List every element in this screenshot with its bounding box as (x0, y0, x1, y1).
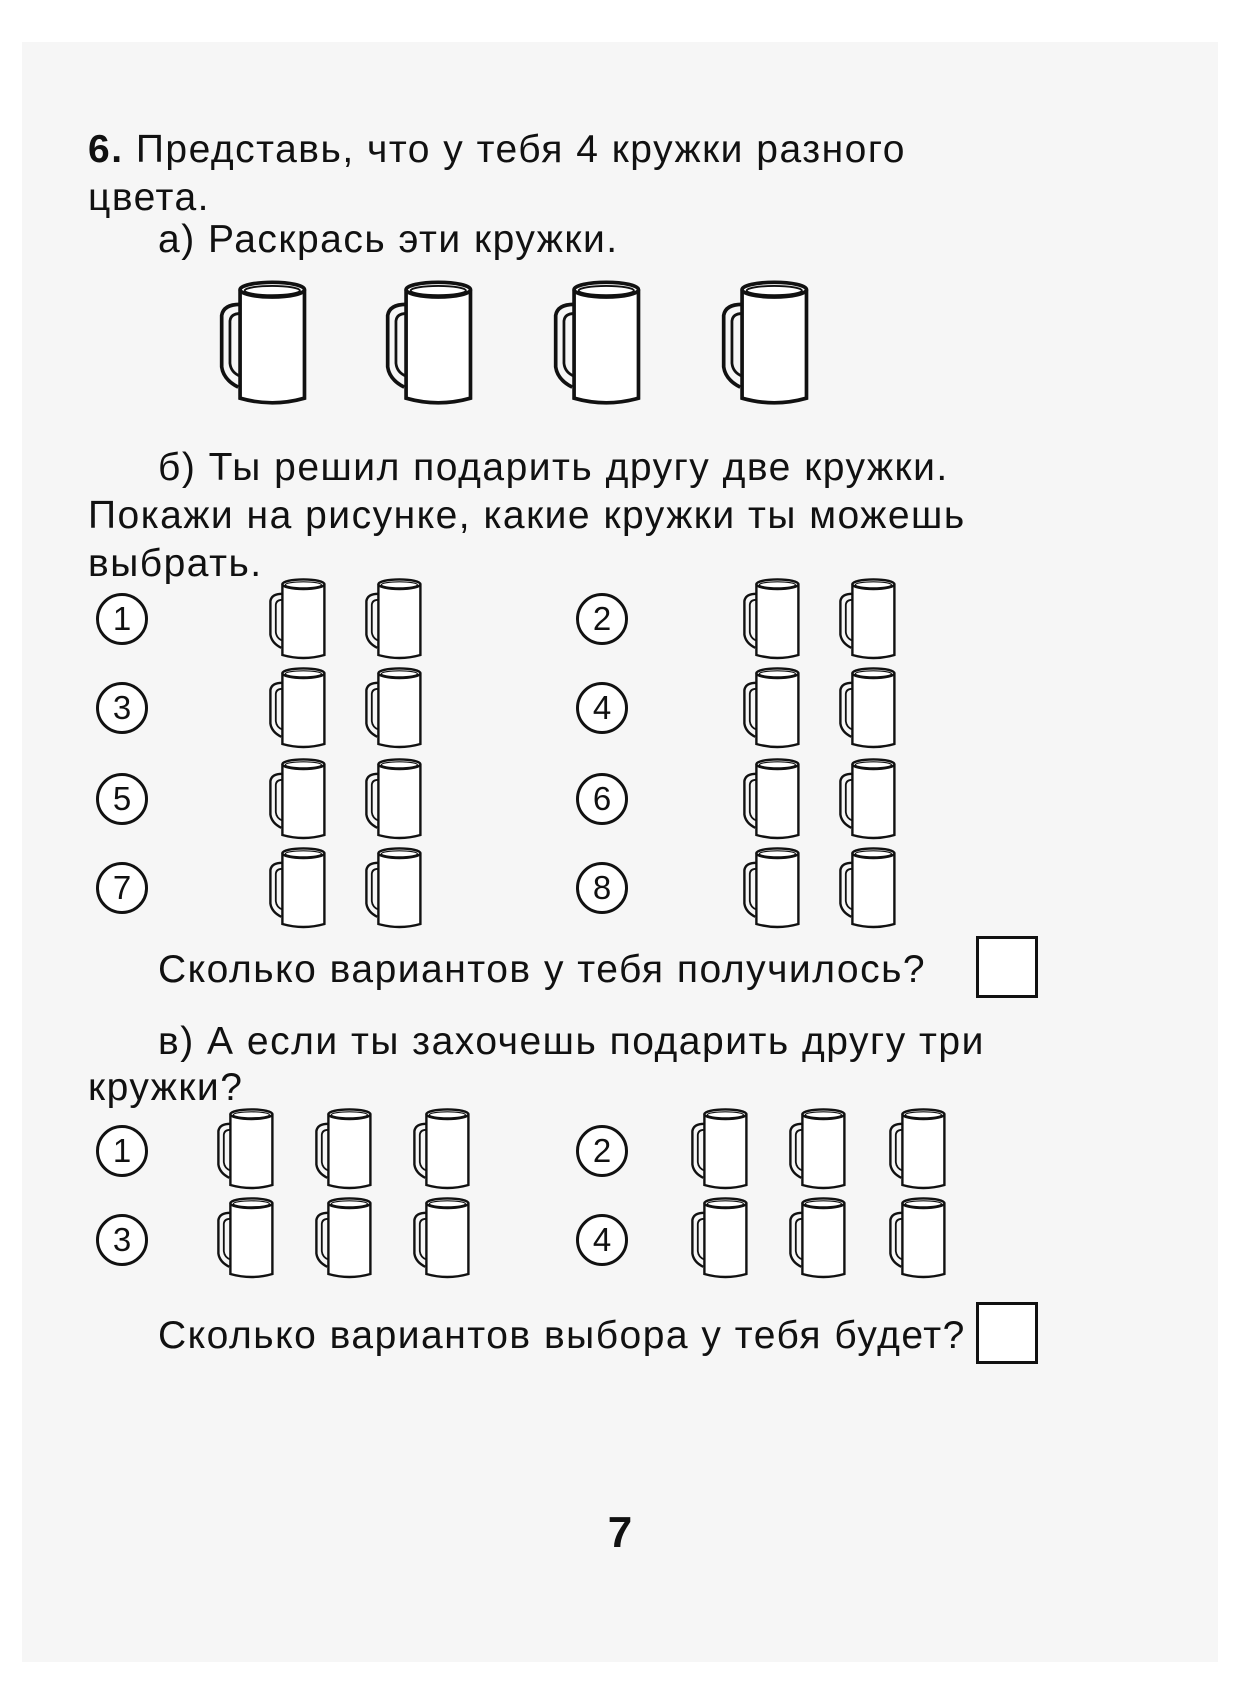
mug-icon[interactable] (268, 846, 328, 930)
option-number: 6 (576, 773, 628, 825)
page-number: 7 (607, 1508, 633, 1557)
mug-icon[interactable] (788, 1196, 848, 1280)
part-c-line2: кружки? (88, 1066, 244, 1109)
mug-icon[interactable] (690, 1107, 750, 1191)
mug-icon[interactable] (720, 278, 812, 408)
answer-box[interactable] (976, 1302, 1038, 1364)
part-b-question: Сколько вариантов у тебя получилось? (158, 948, 927, 991)
mug-icon[interactable] (268, 577, 328, 661)
mug-icon[interactable] (218, 278, 310, 408)
task-intro-line1 (88, 124, 906, 176)
mug-icon[interactable] (364, 666, 424, 750)
mug-icon[interactable] (838, 757, 898, 841)
option-number: 7 (96, 862, 148, 914)
mug-icon[interactable] (742, 577, 802, 661)
mug-icon[interactable] (412, 1196, 472, 1280)
mug-icon[interactable] (364, 757, 424, 841)
mug-icon[interactable] (742, 666, 802, 750)
mug-icon[interactable] (314, 1107, 374, 1191)
mug-icon[interactable] (838, 666, 898, 750)
part-b-line1: б) Ты решил подарить другу две кружки. (158, 446, 949, 489)
option-number: 2 (576, 593, 628, 645)
mug-icon[interactable] (364, 846, 424, 930)
option-number: 1 (96, 593, 148, 645)
mug-icon[interactable] (742, 846, 802, 930)
option-number: 2 (576, 1125, 628, 1177)
option-number: 3 (96, 682, 148, 734)
part-c-question: Сколько вариантов выбора у тебя будет? (158, 1314, 966, 1357)
task-intro-text: Представь, что у тебя 4 кружки разного (135, 128, 906, 171)
mug-icon[interactable] (314, 1196, 374, 1280)
option-number: 4 (576, 682, 628, 734)
mug-icon[interactable] (888, 1107, 948, 1191)
answer-box[interactable] (976, 936, 1038, 998)
part-b-line3: выбрать. (88, 542, 263, 585)
mug-icon[interactable] (384, 278, 476, 408)
mug-icon[interactable] (552, 278, 644, 408)
option-number: 3 (96, 1214, 148, 1266)
task-intro-line2: цвета. (88, 176, 210, 219)
mug-icon[interactable] (412, 1107, 472, 1191)
option-number: 5 (96, 773, 148, 825)
mug-icon[interactable] (788, 1107, 848, 1191)
part-c-line1: в) А если ты захочешь подарить другу три (158, 1020, 985, 1063)
mug-icon[interactable] (690, 1196, 750, 1280)
mug-icon[interactable] (216, 1107, 276, 1191)
option-number: 4 (576, 1214, 628, 1266)
mug-icon[interactable] (268, 666, 328, 750)
option-number: 1 (96, 1125, 148, 1177)
mug-icon[interactable] (742, 757, 802, 841)
part-b-line2: Покажи на рисунке, какие кружки ты можешь (88, 494, 966, 537)
mug-icon[interactable] (364, 577, 424, 661)
task-number: 6. (88, 128, 124, 171)
part-a-text: а) Раскрась эти кружки. (158, 218, 619, 261)
mug-icon[interactable] (888, 1196, 948, 1280)
mug-icon[interactable] (216, 1196, 276, 1280)
mug-icon[interactable] (838, 577, 898, 661)
mug-icon[interactable] (838, 846, 898, 930)
mug-icon[interactable] (268, 757, 328, 841)
option-number: 8 (576, 862, 628, 914)
